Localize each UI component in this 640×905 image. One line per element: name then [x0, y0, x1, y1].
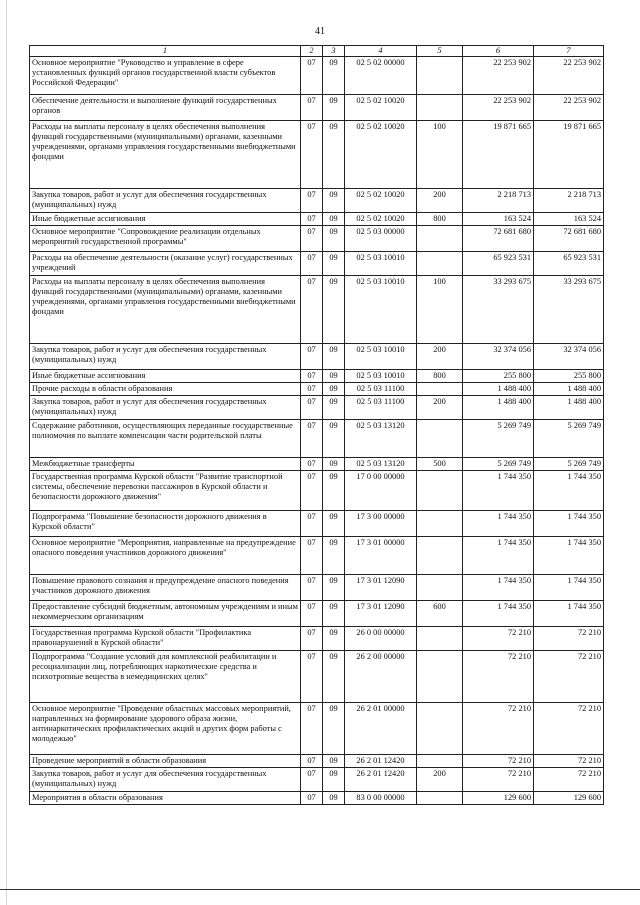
row-name-cell: Расходы на выплаты персоналу в целях обеспечения выполнения функций государственными (муниципальными) органами, казенными учреждениями, органами управления государственными внебюджетными фондами — [30, 276, 301, 344]
amount-year2-cell: 163 524 — [534, 213, 604, 226]
subsection-code-cell: 09 — [323, 252, 345, 276]
subsection-code-cell: 09 — [323, 276, 345, 344]
amount-year1-cell: 22 253 902 — [463, 57, 534, 95]
amount-year1-cell: 1 744 350 — [463, 601, 534, 627]
subsection-code-cell: 09 — [323, 370, 345, 383]
row-name-cell: Основное мероприятие "Сопровождение реализации отдельных мероприятий государственной программы" — [30, 226, 301, 252]
row-name-cell: Иные бюджетные ассигнования — [30, 370, 301, 383]
section-code-cell: 07 — [301, 95, 323, 121]
amount-year1-cell: 1 488 400 — [463, 396, 534, 420]
target-article-cell: 02 5 03 13120 — [345, 420, 417, 458]
section-code-cell: 07 — [301, 189, 323, 213]
section-code-cell: 07 — [301, 420, 323, 458]
row-name-cell: Прочие расходы в области образования — [30, 383, 301, 396]
row-name-cell: Предоставление субсидий бюджетным, автономным учреждениям и иным некоммерческим организациям — [30, 601, 301, 627]
expense-type-cell — [417, 95, 463, 121]
target-article-cell: 02 5 03 10010 — [345, 344, 417, 370]
row-name-cell: Обеспечение деятельности и выполнение функций государственных органов — [30, 95, 301, 121]
row-name-cell: Иные бюджетные ассигнования — [30, 213, 301, 226]
amount-year2-cell: 65 923 531 — [534, 252, 604, 276]
section-code-cell: 07 — [301, 755, 323, 768]
column-header: 3 — [323, 46, 345, 57]
amount-year2-cell: 1 744 350 — [534, 471, 604, 511]
target-article-cell: 02 5 02 10020 — [345, 189, 417, 213]
subsection-code-cell: 09 — [323, 575, 345, 601]
amount-year2-cell: 129 600 — [534, 792, 604, 805]
amount-year1-cell: 72 210 — [463, 755, 534, 768]
amount-year1-cell: 1 744 350 — [463, 511, 534, 537]
expense-type-cell: 200 — [417, 344, 463, 370]
target-article-cell: 26 0 00 00000 — [345, 627, 417, 651]
table-row — [30, 383, 604, 396]
section-code-cell: 07 — [301, 575, 323, 601]
table-row — [30, 511, 604, 537]
section-code-cell: 07 — [301, 370, 323, 383]
column-number-row — [30, 46, 604, 57]
amount-year1-cell: 129 600 — [463, 792, 534, 805]
expense-type-cell: 500 — [417, 458, 463, 471]
table-row — [30, 396, 604, 420]
subsection-code-cell: 09 — [323, 703, 345, 755]
target-article-cell: 17 3 00 00000 — [345, 511, 417, 537]
amount-year1-cell: 2 218 713 — [463, 189, 534, 213]
expense-type-cell — [417, 651, 463, 703]
expense-type-cell: 600 — [417, 601, 463, 627]
expense-type-cell: 100 — [417, 121, 463, 189]
section-code-cell: 07 — [301, 57, 323, 95]
amount-year2-cell: 22 253 902 — [534, 57, 604, 95]
amount-year2-cell: 72 210 — [534, 703, 604, 755]
table-row — [30, 601, 604, 627]
table-row — [30, 213, 604, 226]
table-row — [30, 226, 604, 252]
row-name-cell: Подпрограмма "Повышение безопасности дорожного движения в Курской области" — [30, 511, 301, 537]
section-code-cell: 07 — [301, 768, 323, 792]
table-row — [30, 95, 604, 121]
page-number: 41 — [315, 26, 325, 37]
target-article-cell: 26 2 01 12420 — [345, 755, 417, 768]
expense-type-cell — [417, 511, 463, 537]
amount-year1-cell: 65 923 531 — [463, 252, 534, 276]
row-name-cell: Межбюджетные трансферты — [30, 458, 301, 471]
table-row — [30, 627, 604, 651]
target-article-cell: 02 5 03 10010 — [345, 252, 417, 276]
amount-year2-cell: 5 269 749 — [534, 420, 604, 458]
amount-year1-cell: 19 871 665 — [463, 121, 534, 189]
amount-year1-cell: 32 374 056 — [463, 344, 534, 370]
target-article-cell: 02 5 02 00000 — [345, 57, 417, 95]
table-row — [30, 703, 604, 755]
amount-year1-cell: 72 210 — [463, 703, 534, 755]
amount-year2-cell: 32 374 056 — [534, 344, 604, 370]
section-code-cell: 07 — [301, 458, 323, 471]
column-header: 1 — [30, 46, 301, 57]
subsection-code-cell: 09 — [323, 471, 345, 511]
expense-type-cell — [417, 226, 463, 252]
amount-year2-cell: 5 269 749 — [534, 458, 604, 471]
subsection-code-cell: 09 — [323, 383, 345, 396]
subsection-code-cell: 09 — [323, 344, 345, 370]
target-article-cell: 02 5 02 10020 — [345, 213, 417, 226]
table-row — [30, 651, 604, 703]
amount-year2-cell: 72 210 — [534, 755, 604, 768]
subsection-code-cell: 09 — [323, 601, 345, 627]
expense-type-cell — [417, 252, 463, 276]
table-row — [30, 420, 604, 458]
amount-year2-cell: 1 744 350 — [534, 601, 604, 627]
expense-type-cell — [417, 537, 463, 575]
amount-year2-cell: 72 210 — [534, 651, 604, 703]
expense-type-cell — [417, 627, 463, 651]
amount-year1-cell: 5 269 749 — [463, 420, 534, 458]
section-code-cell: 07 — [301, 252, 323, 276]
table-row — [30, 458, 604, 471]
row-name-cell: Основное мероприятие "Проведение областных массовых мероприятий, направленных на формирование здорового образа жизни, антинаркотических профилактических акций и других форм работы с молодежью" — [30, 703, 301, 755]
table-row — [30, 57, 604, 95]
amount-year1-cell: 255 800 — [463, 370, 534, 383]
subsection-code-cell: 09 — [323, 95, 345, 121]
amount-year1-cell: 1 744 350 — [463, 575, 534, 601]
expense-type-cell: 200 — [417, 768, 463, 792]
section-code-cell: 07 — [301, 537, 323, 575]
row-name-cell: Основное мероприятие "Руководство и управление в сфере установленных функций органов государственной власти субъектов Российской Федерации" — [30, 57, 301, 95]
section-code-cell: 07 — [301, 383, 323, 396]
subsection-code-cell: 09 — [323, 537, 345, 575]
amount-year2-cell: 1 488 400 — [534, 396, 604, 420]
row-name-cell: Основное мероприятие "Мероприятия, направленные на предупреждение опасного поведения участников дорожного движения" — [30, 537, 301, 575]
table-row — [30, 471, 604, 511]
page-bottom-rule — [0, 889, 640, 890]
subsection-code-cell: 09 — [323, 213, 345, 226]
budget-table — [29, 45, 604, 805]
target-article-cell: 26 2 00 00000 — [345, 651, 417, 703]
section-code-cell: 07 — [301, 121, 323, 189]
expense-type-cell: 100 — [417, 276, 463, 344]
amount-year2-cell: 72 681 680 — [534, 226, 604, 252]
table-row — [30, 768, 604, 792]
amount-year2-cell: 2 218 713 — [534, 189, 604, 213]
amount-year2-cell: 72 210 — [534, 768, 604, 792]
table-row — [30, 537, 604, 575]
amount-year1-cell: 72 681 680 — [463, 226, 534, 252]
section-code-cell: 07 — [301, 651, 323, 703]
expense-type-cell — [417, 57, 463, 95]
subsection-code-cell: 09 — [323, 420, 345, 458]
row-name-cell: Расходы на выплаты персоналу в целях обеспечения выполнения функций государственными (муниципальными) органами, казенными учреждениями, органами управления государственными внебюджетными фондами — [30, 121, 301, 189]
row-name-cell: Государственная программа Курской области "Развитие транспортной системы, обеспечение перевозки пассажиров в Курской области и безопасности дорожного движения" — [30, 471, 301, 511]
expense-type-cell — [417, 755, 463, 768]
expense-type-cell — [417, 383, 463, 396]
subsection-code-cell: 09 — [323, 792, 345, 805]
subsection-code-cell: 09 — [323, 768, 345, 792]
amount-year1-cell: 33 293 675 — [463, 276, 534, 344]
row-name-cell: Повышение правового сознания и предупреждение опасного поведения участников дорожного движения — [30, 575, 301, 601]
section-code-cell: 07 — [301, 511, 323, 537]
column-header: 6 — [463, 46, 534, 57]
column-header: 4 — [345, 46, 417, 57]
amount-year2-cell: 72 210 — [534, 627, 604, 651]
amount-year2-cell: 22 253 902 — [534, 95, 604, 121]
amount-year1-cell: 5 269 749 — [463, 458, 534, 471]
section-code-cell: 07 — [301, 792, 323, 805]
target-article-cell: 17 0 00 00000 — [345, 471, 417, 511]
section-code-cell: 07 — [301, 213, 323, 226]
table-row — [30, 121, 604, 189]
amount-year2-cell: 1 744 350 — [534, 537, 604, 575]
table-row — [30, 276, 604, 344]
scan-margin-line — [6, 0, 7, 905]
table-row — [30, 792, 604, 805]
table-row — [30, 344, 604, 370]
target-article-cell: 02 5 02 10020 — [345, 95, 417, 121]
expense-type-cell: 800 — [417, 370, 463, 383]
expense-type-cell — [417, 792, 463, 805]
section-code-cell: 07 — [301, 396, 323, 420]
amount-year2-cell: 1 744 350 — [534, 511, 604, 537]
section-code-cell: 07 — [301, 627, 323, 651]
target-article-cell: 02 5 03 00000 — [345, 226, 417, 252]
target-article-cell: 02 5 03 11100 — [345, 383, 417, 396]
target-article-cell: 02 5 03 10010 — [345, 370, 417, 383]
subsection-code-cell: 09 — [323, 511, 345, 537]
table-row — [30, 755, 604, 768]
table-row — [30, 252, 604, 276]
row-name-cell: Закупка товаров, работ и услуг для обеспечения государственных (муниципальных) нужд — [30, 344, 301, 370]
column-header: 2 — [301, 46, 323, 57]
row-name-cell: Закупка товаров, работ и услуг для обеспечения государственных (муниципальных) нужд — [30, 768, 301, 792]
expense-type-cell — [417, 420, 463, 458]
amount-year1-cell: 1 744 350 — [463, 537, 534, 575]
amount-year2-cell: 1 488 400 — [534, 383, 604, 396]
row-name-cell: Проведение мероприятий в области образования — [30, 755, 301, 768]
expense-type-cell: 200 — [417, 189, 463, 213]
target-article-cell: 02 5 02 10020 — [345, 121, 417, 189]
section-code-cell: 07 — [301, 703, 323, 755]
amount-year1-cell: 22 253 902 — [463, 95, 534, 121]
row-name-cell: Государственная программа Курской области "Профилактика правонарушений в Курской области" — [30, 627, 301, 651]
row-name-cell: Мероприятия в области образования — [30, 792, 301, 805]
row-name-cell: Закупка товаров, работ и услуг для обеспечения государственных (муниципальных) нужд — [30, 396, 301, 420]
amount-year2-cell: 255 800 — [534, 370, 604, 383]
expense-type-cell — [417, 575, 463, 601]
expense-type-cell — [417, 703, 463, 755]
table-row — [30, 189, 604, 213]
subsection-code-cell: 09 — [323, 627, 345, 651]
row-name-cell: Подпрограмма "Создание условий для комплексной реабилитации и ресоциализации лиц, потребляющих наркотические средства и психотропные вещества в немедицинских целях" — [30, 651, 301, 703]
target-article-cell: 02 5 03 13120 — [345, 458, 417, 471]
subsection-code-cell: 09 — [323, 226, 345, 252]
subsection-code-cell: 09 — [323, 57, 345, 95]
amount-year1-cell: 72 210 — [463, 768, 534, 792]
target-article-cell: 83 0 00 00000 — [345, 792, 417, 805]
target-article-cell: 17 3 01 12090 — [345, 575, 417, 601]
amount-year1-cell: 163 524 — [463, 213, 534, 226]
row-name-cell: Содержание работников, осуществляющих переданные государственные полномочия по выплате компенсации части родительской платы — [30, 420, 301, 458]
amount-year1-cell: 72 210 — [463, 627, 534, 651]
amount-year1-cell: 1 744 350 — [463, 471, 534, 511]
table-row — [30, 575, 604, 601]
target-article-cell: 26 2 01 00000 — [345, 703, 417, 755]
column-header: 7 — [534, 46, 604, 57]
subsection-code-cell: 09 — [323, 651, 345, 703]
column-header: 5 — [417, 46, 463, 57]
row-name-cell: Расходы на обеспечение деятельности (оказание услуг) государственных учреждений — [30, 252, 301, 276]
target-article-cell: 02 5 03 10010 — [345, 276, 417, 344]
row-name-cell: Закупка товаров, работ и услуг для обеспечения государственных (муниципальных) нужд — [30, 189, 301, 213]
section-code-cell: 07 — [301, 471, 323, 511]
expense-type-cell — [417, 471, 463, 511]
subsection-code-cell: 09 — [323, 396, 345, 420]
target-article-cell: 17 3 01 12090 — [345, 601, 417, 627]
amount-year2-cell: 19 871 665 — [534, 121, 604, 189]
subsection-code-cell: 09 — [323, 189, 345, 213]
amount-year1-cell: 1 488 400 — [463, 383, 534, 396]
table-row — [30, 370, 604, 383]
expense-type-cell: 800 — [417, 213, 463, 226]
subsection-code-cell: 09 — [323, 458, 345, 471]
target-article-cell: 26 2 01 12420 — [345, 768, 417, 792]
target-article-cell: 02 5 03 11100 — [345, 396, 417, 420]
subsection-code-cell: 09 — [323, 121, 345, 189]
target-article-cell: 17 3 01 00000 — [345, 537, 417, 575]
amount-year2-cell: 33 293 675 — [534, 276, 604, 344]
expense-type-cell: 200 — [417, 396, 463, 420]
table-body — [30, 57, 604, 805]
subsection-code-cell: 09 — [323, 755, 345, 768]
section-code-cell: 07 — [301, 276, 323, 344]
amount-year1-cell: 72 210 — [463, 651, 534, 703]
section-code-cell: 07 — [301, 344, 323, 370]
section-code-cell: 07 — [301, 601, 323, 627]
amount-year2-cell: 1 744 350 — [534, 575, 604, 601]
section-code-cell: 07 — [301, 226, 323, 252]
